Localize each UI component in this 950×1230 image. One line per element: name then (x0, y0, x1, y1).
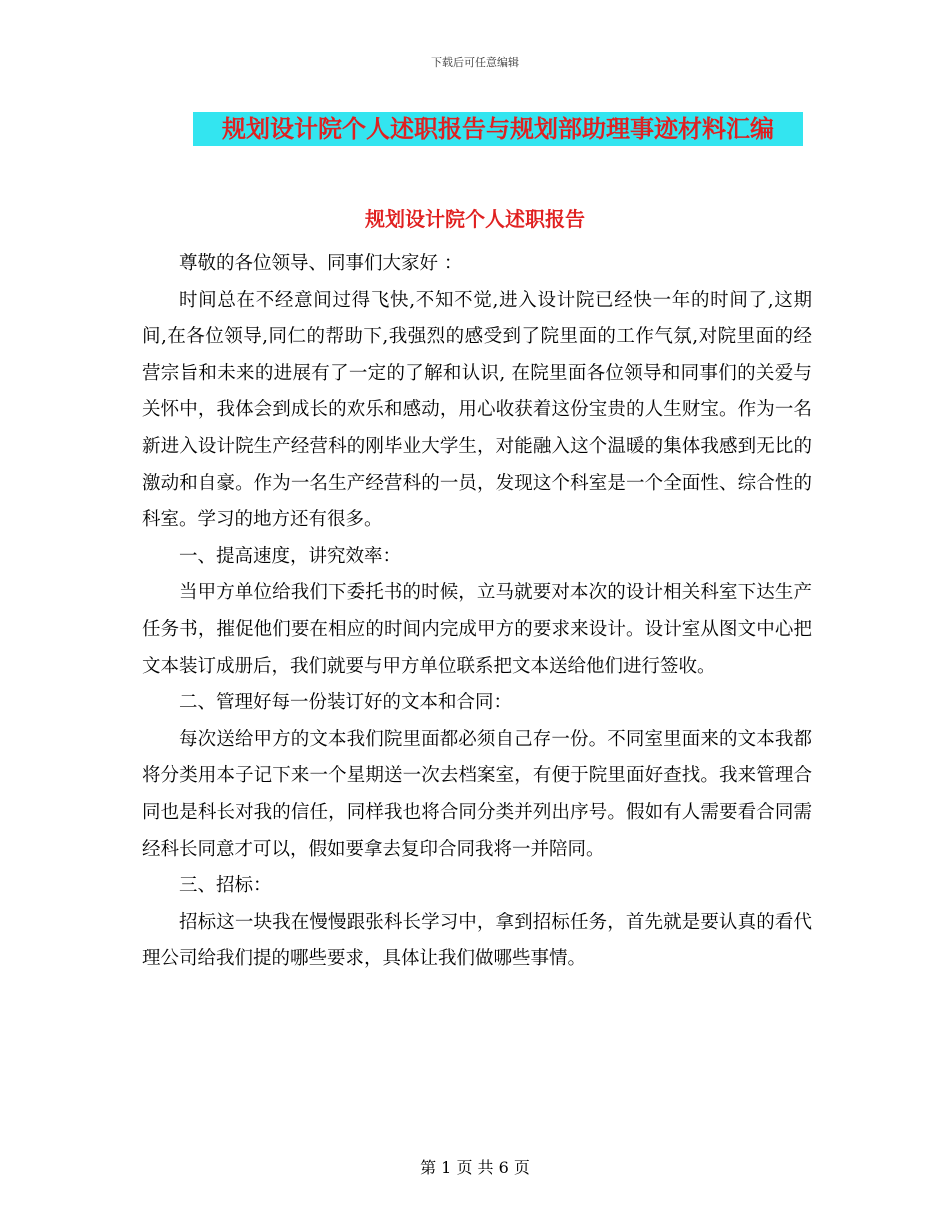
document-main-title: 规划设计院个人述职报告与规划部助理事迹材料汇编 (193, 112, 803, 146)
paragraph-efficiency: 当甲方单位给我们下委托书的时候，立马就要对本次的设计相关科室下达生产任务书，摧促他们要在相应的时间内完成甲方的要求来设计。设计室从图文中心把文本装订成册后，我们就要与甲方单位联系把文本送给他们进行签收。 (142, 582, 812, 677)
paragraph-greeting: 尊敬的各位领导、同事们大家好 ： (179, 253, 463, 274)
section-title: 规划设计院个人述职报告 (365, 207, 585, 231)
paragraph-documents: 每次送给甲方的文本我们院里面都必须自己存一份。不同室里面来的文本我都将分类用本子记下来一个星期送一次去档案室，有便于院里面好查找。我来管理合同也是科长对我的信任，同样我也将合同分类并列出序号。假如有人需要看合同需经科长同意才可以，假如要拿去复印合同我将一并陪同。 (142, 728, 812, 860)
heading-efficiency: 一、提高速度，讲究效率： (179, 545, 402, 567)
paragraph-intro: 时间总在不经意间过得飞快,不知不觉,进入设计院已经快一年的时间了,这期间,在各位领导,同仁的帮助下,我强烈的感受到了院里面的工作气氛,对院里面的经营宗旨和未来的进展有了一定的了解和认识, 在院里面各位领导和同事们的关爱与关怀中，我体会到成长的欢乐和感动，用心收获着这份宝贵的人生财宝。作为一名新进入设计院生产经营科的刚毕业大学生，对能融入这个温暖的集体我感到无比的激动和自豪。作为一名生产经营科的一员，发现这个科室是一个全面性、综合性的科室。学习的地方还有很多。 (142, 289, 812, 531)
paragraph-bidding: 招标这一块我在慢慢跟张科长学习中，拿到招标任务，首先就是要认真的看代理公司给我们提的哪些要求，具体让我们做哪些事情。 (142, 911, 812, 970)
page-header-note: 下载后可任意编辑 (431, 56, 519, 69)
heading-documents: 二、管理好每一份装订好的文本和合同： (179, 692, 513, 714)
page-number: 第 1 页 共 6 页 (420, 1158, 530, 1177)
document-body (142, 246, 812, 978)
heading-bidding: 三、招标： (179, 875, 272, 897)
